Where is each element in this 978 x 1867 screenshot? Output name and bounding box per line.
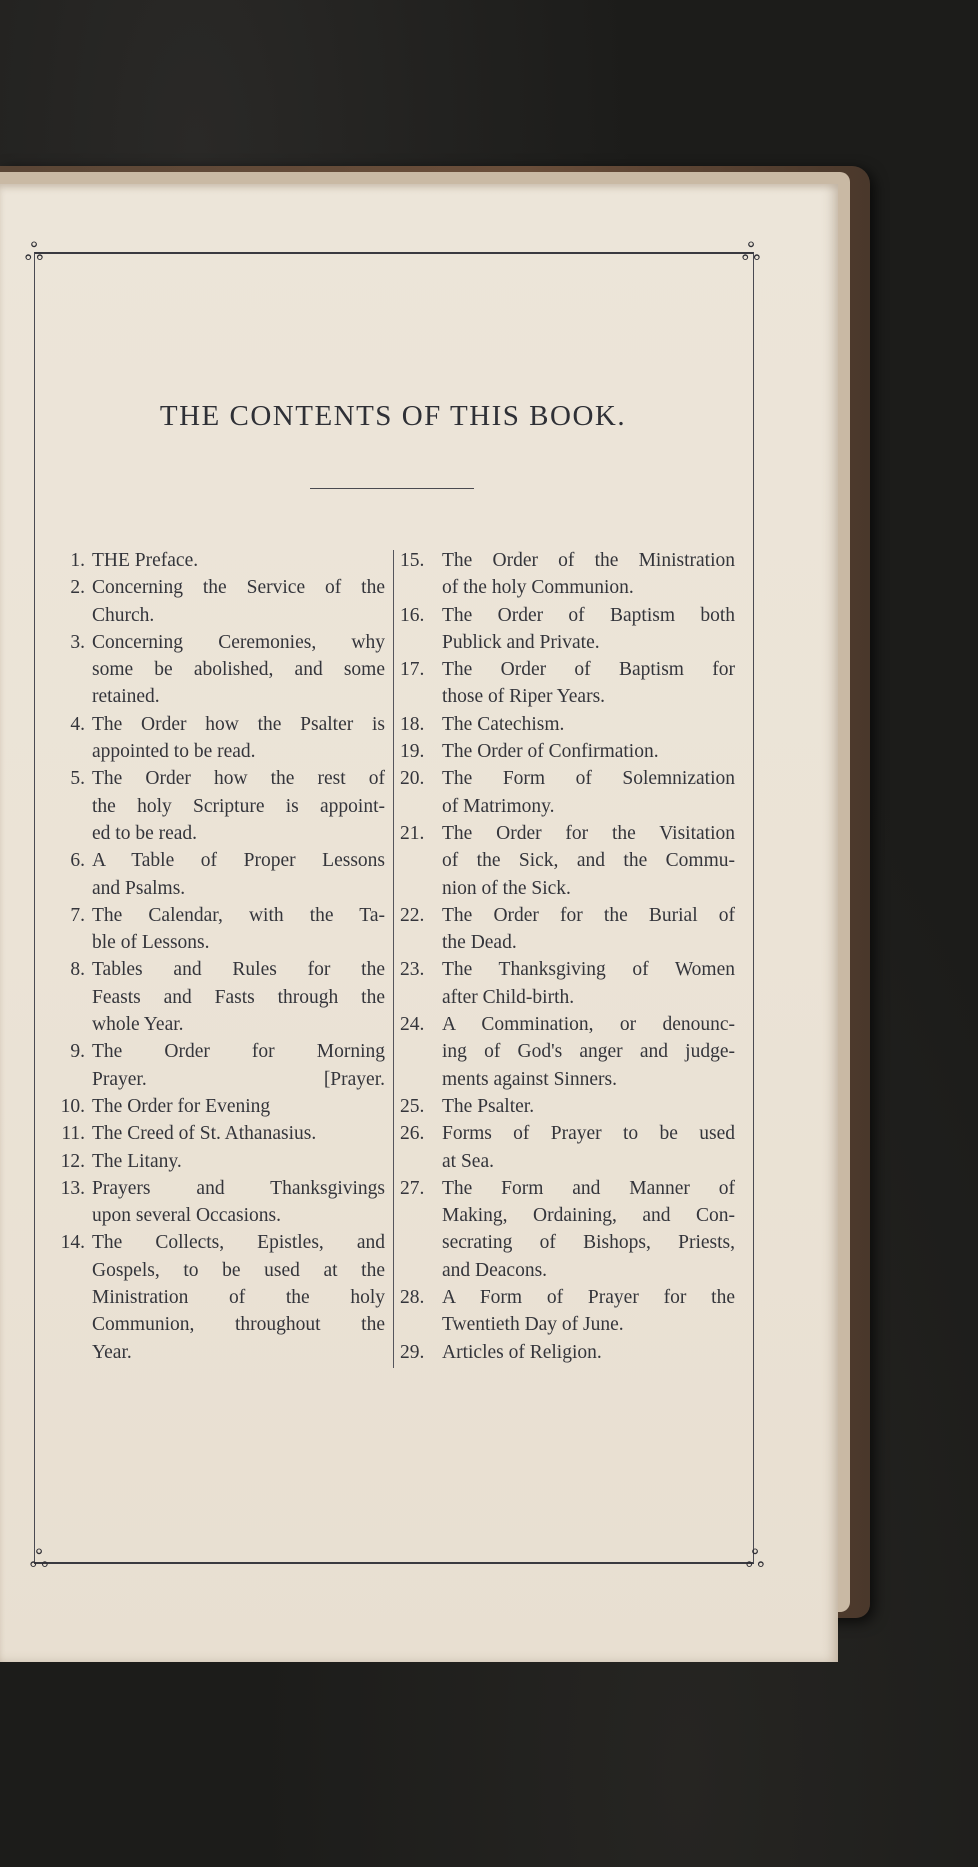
entry-text bbox=[92, 1038, 385, 1093]
entry-line: The Order for Evening bbox=[92, 1095, 271, 1117]
contents-entry bbox=[400, 1093, 735, 1120]
entry-number: 5. bbox=[70, 768, 85, 790]
entry-number: 4. bbox=[70, 713, 85, 735]
entry-text bbox=[92, 1229, 385, 1365]
entry-text bbox=[442, 711, 735, 738]
entry-line: The Order for the Burial of bbox=[442, 904, 735, 926]
entry-line: Year. bbox=[92, 1341, 132, 1363]
entry-line: Making, Ordaining, and Con- bbox=[442, 1205, 735, 1227]
entry-line: The Collects, Epistles, and bbox=[92, 1232, 385, 1254]
entry-text bbox=[442, 1011, 735, 1093]
entry-line: A Form of Prayer for the bbox=[442, 1287, 735, 1309]
entry-text bbox=[442, 1339, 735, 1366]
entry-text bbox=[92, 547, 385, 574]
entry-number: 26. bbox=[400, 1123, 425, 1145]
entry-line: ing of God's anger and judge- bbox=[442, 1041, 735, 1063]
entry-number: 10. bbox=[60, 1095, 85, 1117]
contents-entry bbox=[400, 1011, 735, 1093]
entry-text bbox=[92, 1093, 385, 1120]
entry-text bbox=[442, 738, 735, 765]
entry-line: of the Sick, and the Commu- bbox=[442, 850, 735, 872]
contents-entry bbox=[400, 547, 735, 602]
contents-entry bbox=[400, 1175, 735, 1284]
contents-entry bbox=[52, 1093, 385, 1120]
entry-line: The Calendar, with the Ta- bbox=[92, 904, 385, 926]
entry-number: 18. bbox=[400, 713, 425, 735]
entry-line: The Psalter. bbox=[442, 1095, 535, 1117]
entry-line: The Order how the Psalter is bbox=[92, 713, 385, 735]
entry-line: The Catechism. bbox=[442, 713, 565, 735]
contents-entry bbox=[52, 1120, 385, 1147]
entry-line: The Order how the rest of bbox=[92, 768, 385, 790]
entry-line: The Form and Manner of bbox=[442, 1177, 735, 1199]
entry-line: after Child-birth. bbox=[442, 986, 575, 1008]
entry-text bbox=[92, 711, 385, 766]
entry-number: 28. bbox=[400, 1287, 425, 1309]
contents-entry bbox=[52, 629, 385, 711]
page-title: THE CONTENTS OF THIS BOOK. bbox=[159, 400, 627, 432]
entry-number: 27. bbox=[400, 1177, 425, 1199]
contents-entry bbox=[52, 1175, 385, 1230]
entry-number: 9. bbox=[70, 1041, 85, 1063]
contents-entry bbox=[400, 738, 735, 765]
entry-line: ed to be read. bbox=[92, 822, 198, 844]
entry-line: some be abolished, and some bbox=[92, 659, 385, 681]
contents-right-column bbox=[400, 547, 735, 1366]
entry-text bbox=[92, 902, 385, 957]
contents-entry bbox=[52, 765, 385, 847]
contents-entry bbox=[52, 547, 385, 574]
contents-entry bbox=[52, 711, 385, 766]
entry-number: 12. bbox=[60, 1150, 85, 1172]
entry-text bbox=[442, 820, 735, 902]
entry-line: The Order for Morning bbox=[92, 1041, 385, 1063]
entry-number: 24. bbox=[400, 1014, 425, 1036]
entry-number: 23. bbox=[400, 959, 425, 981]
entry-text bbox=[92, 629, 385, 711]
contents-entry bbox=[400, 820, 735, 902]
entry-line: Prayers and Thanksgivings bbox=[92, 1177, 385, 1199]
entry-line: and Psalms. bbox=[92, 877, 186, 899]
contents-entry bbox=[400, 711, 735, 738]
entry-text bbox=[442, 1093, 735, 1120]
corner-ornament-icon: ஃ bbox=[741, 238, 761, 266]
entry-text bbox=[442, 602, 735, 657]
entry-number: 14. bbox=[60, 1232, 85, 1254]
contents-entry bbox=[400, 602, 735, 657]
contents-entry bbox=[400, 902, 735, 957]
entry-line: Ministration of the holy bbox=[92, 1287, 385, 1309]
entry-number: 17. bbox=[400, 659, 425, 681]
entry-line: Concerning the Service of the bbox=[92, 577, 385, 599]
contents-entry bbox=[400, 956, 735, 1011]
contents-entry bbox=[52, 1229, 385, 1365]
entry-line: of the holy Communion. bbox=[442, 577, 634, 599]
entry-line: The Order of Baptism for bbox=[442, 659, 735, 681]
entry-line: at Sea. bbox=[442, 1150, 494, 1172]
contents-entry bbox=[52, 1038, 385, 1093]
entry-number: 6. bbox=[70, 850, 85, 872]
entry-line: Prayer. bbox=[92, 1068, 147, 1090]
entry-number: 19. bbox=[400, 741, 425, 763]
entry-text bbox=[442, 547, 735, 602]
entry-line: appointed to be read. bbox=[92, 741, 256, 763]
entry-text bbox=[92, 1175, 385, 1230]
entry-line: whole Year. bbox=[92, 1014, 184, 1036]
entry-number: 1. bbox=[70, 550, 85, 571]
entry-line: The Order for the Visitation bbox=[442, 822, 735, 844]
entry-line: Concerning Ceremonies, why bbox=[92, 631, 385, 653]
column-divider bbox=[393, 550, 394, 1368]
entry-number: 25. bbox=[400, 1095, 425, 1117]
entry-number: 7. bbox=[70, 904, 85, 926]
entry-line: retained. bbox=[92, 686, 160, 708]
contents-left-column bbox=[52, 547, 385, 1366]
entry-line: The Order of Confirmation. bbox=[442, 741, 659, 763]
entry-line: [Prayer. bbox=[323, 1068, 385, 1090]
entry-text bbox=[442, 656, 735, 711]
entry-line: The Form of Solemnization bbox=[442, 768, 735, 790]
entry-line: The Order of Baptism both bbox=[442, 604, 735, 626]
entry-line: the Dead. bbox=[442, 932, 517, 954]
title-rule bbox=[310, 488, 474, 489]
entry-number: 15. bbox=[400, 550, 425, 571]
entry-line: ble of Lessons. bbox=[92, 932, 210, 954]
entry-line: Communion, throughout the bbox=[92, 1314, 385, 1336]
entry-text bbox=[92, 956, 385, 1038]
entry-line: The Order of the Ministration bbox=[442, 550, 735, 571]
entry-text bbox=[92, 574, 385, 629]
contents-entry bbox=[52, 847, 385, 902]
entry-text bbox=[442, 1284, 735, 1339]
entry-line: A Table of Proper Lessons bbox=[92, 850, 385, 872]
contents-entry bbox=[400, 1339, 735, 1366]
entry-number: 22. bbox=[400, 904, 425, 926]
entry-line: THE Preface. bbox=[92, 550, 199, 571]
entry-number: 13. bbox=[60, 1177, 85, 1199]
entry-line: secrating of Bishops, Priests, bbox=[442, 1232, 735, 1254]
entry-line: ments against Sinners. bbox=[442, 1068, 617, 1090]
entry-line: those of Riper Years. bbox=[442, 686, 606, 708]
entry-text bbox=[92, 1120, 385, 1147]
contents-entry bbox=[52, 1148, 385, 1175]
entry-text bbox=[442, 1120, 735, 1175]
entry-number: 16. bbox=[400, 604, 425, 626]
entry-text bbox=[442, 956, 735, 1011]
entry-number: 8. bbox=[70, 959, 85, 981]
corner-ornament-icon: ஃ bbox=[29, 1545, 49, 1573]
entry-line: Twentieth Day of June. bbox=[442, 1314, 624, 1336]
entry-line: the holy Scripture is appoint- bbox=[92, 795, 385, 817]
entry-line: Forms of Prayer to be used bbox=[442, 1123, 735, 1145]
corner-ornament-icon: ஃ bbox=[24, 238, 44, 266]
entry-number: 20. bbox=[400, 768, 425, 790]
entry-line: Tables and Rules for the bbox=[92, 959, 385, 981]
entry-number: 3. bbox=[70, 631, 85, 653]
entry-text bbox=[442, 902, 735, 957]
contents-entry bbox=[400, 1120, 735, 1175]
entry-number: 21. bbox=[400, 822, 425, 844]
entry-line: nion of the Sick. bbox=[442, 877, 571, 899]
entry-line: upon several Occasions. bbox=[92, 1205, 281, 1227]
contents-entry bbox=[52, 956, 385, 1038]
entry-number: 11. bbox=[61, 1123, 85, 1145]
contents-entry bbox=[52, 902, 385, 957]
entry-text bbox=[442, 765, 735, 820]
entry-line: Feasts and Fasts through the bbox=[92, 986, 385, 1008]
entry-line: A Commination, or denounc- bbox=[442, 1014, 735, 1036]
entry-split-line bbox=[92, 1066, 385, 1093]
entry-line: Gospels, to be used at the bbox=[92, 1259, 385, 1281]
contents-entry bbox=[400, 1284, 735, 1339]
entry-line: The Litany. bbox=[92, 1150, 182, 1172]
entry-text bbox=[92, 1148, 385, 1175]
entry-text bbox=[442, 1175, 735, 1284]
entry-line: Articles of Religion. bbox=[442, 1341, 602, 1363]
entry-text bbox=[92, 765, 385, 847]
entry-line: The Thanksgiving of Women bbox=[442, 959, 735, 981]
entry-number: 29. bbox=[400, 1341, 425, 1363]
entry-line: Church. bbox=[92, 604, 155, 626]
corner-ornament-icon: ஃ bbox=[745, 1545, 765, 1573]
contents-entry bbox=[400, 765, 735, 820]
entry-number: 2. bbox=[70, 577, 85, 599]
contents-entry bbox=[52, 574, 385, 629]
contents-entry bbox=[400, 656, 735, 711]
entry-line: and Deacons. bbox=[442, 1259, 548, 1281]
entry-line: The Creed of St. Athanasius. bbox=[92, 1123, 317, 1145]
entry-text bbox=[92, 847, 385, 902]
entry-line: of Matrimony. bbox=[442, 795, 555, 817]
entry-line: Publick and Private. bbox=[442, 631, 600, 653]
